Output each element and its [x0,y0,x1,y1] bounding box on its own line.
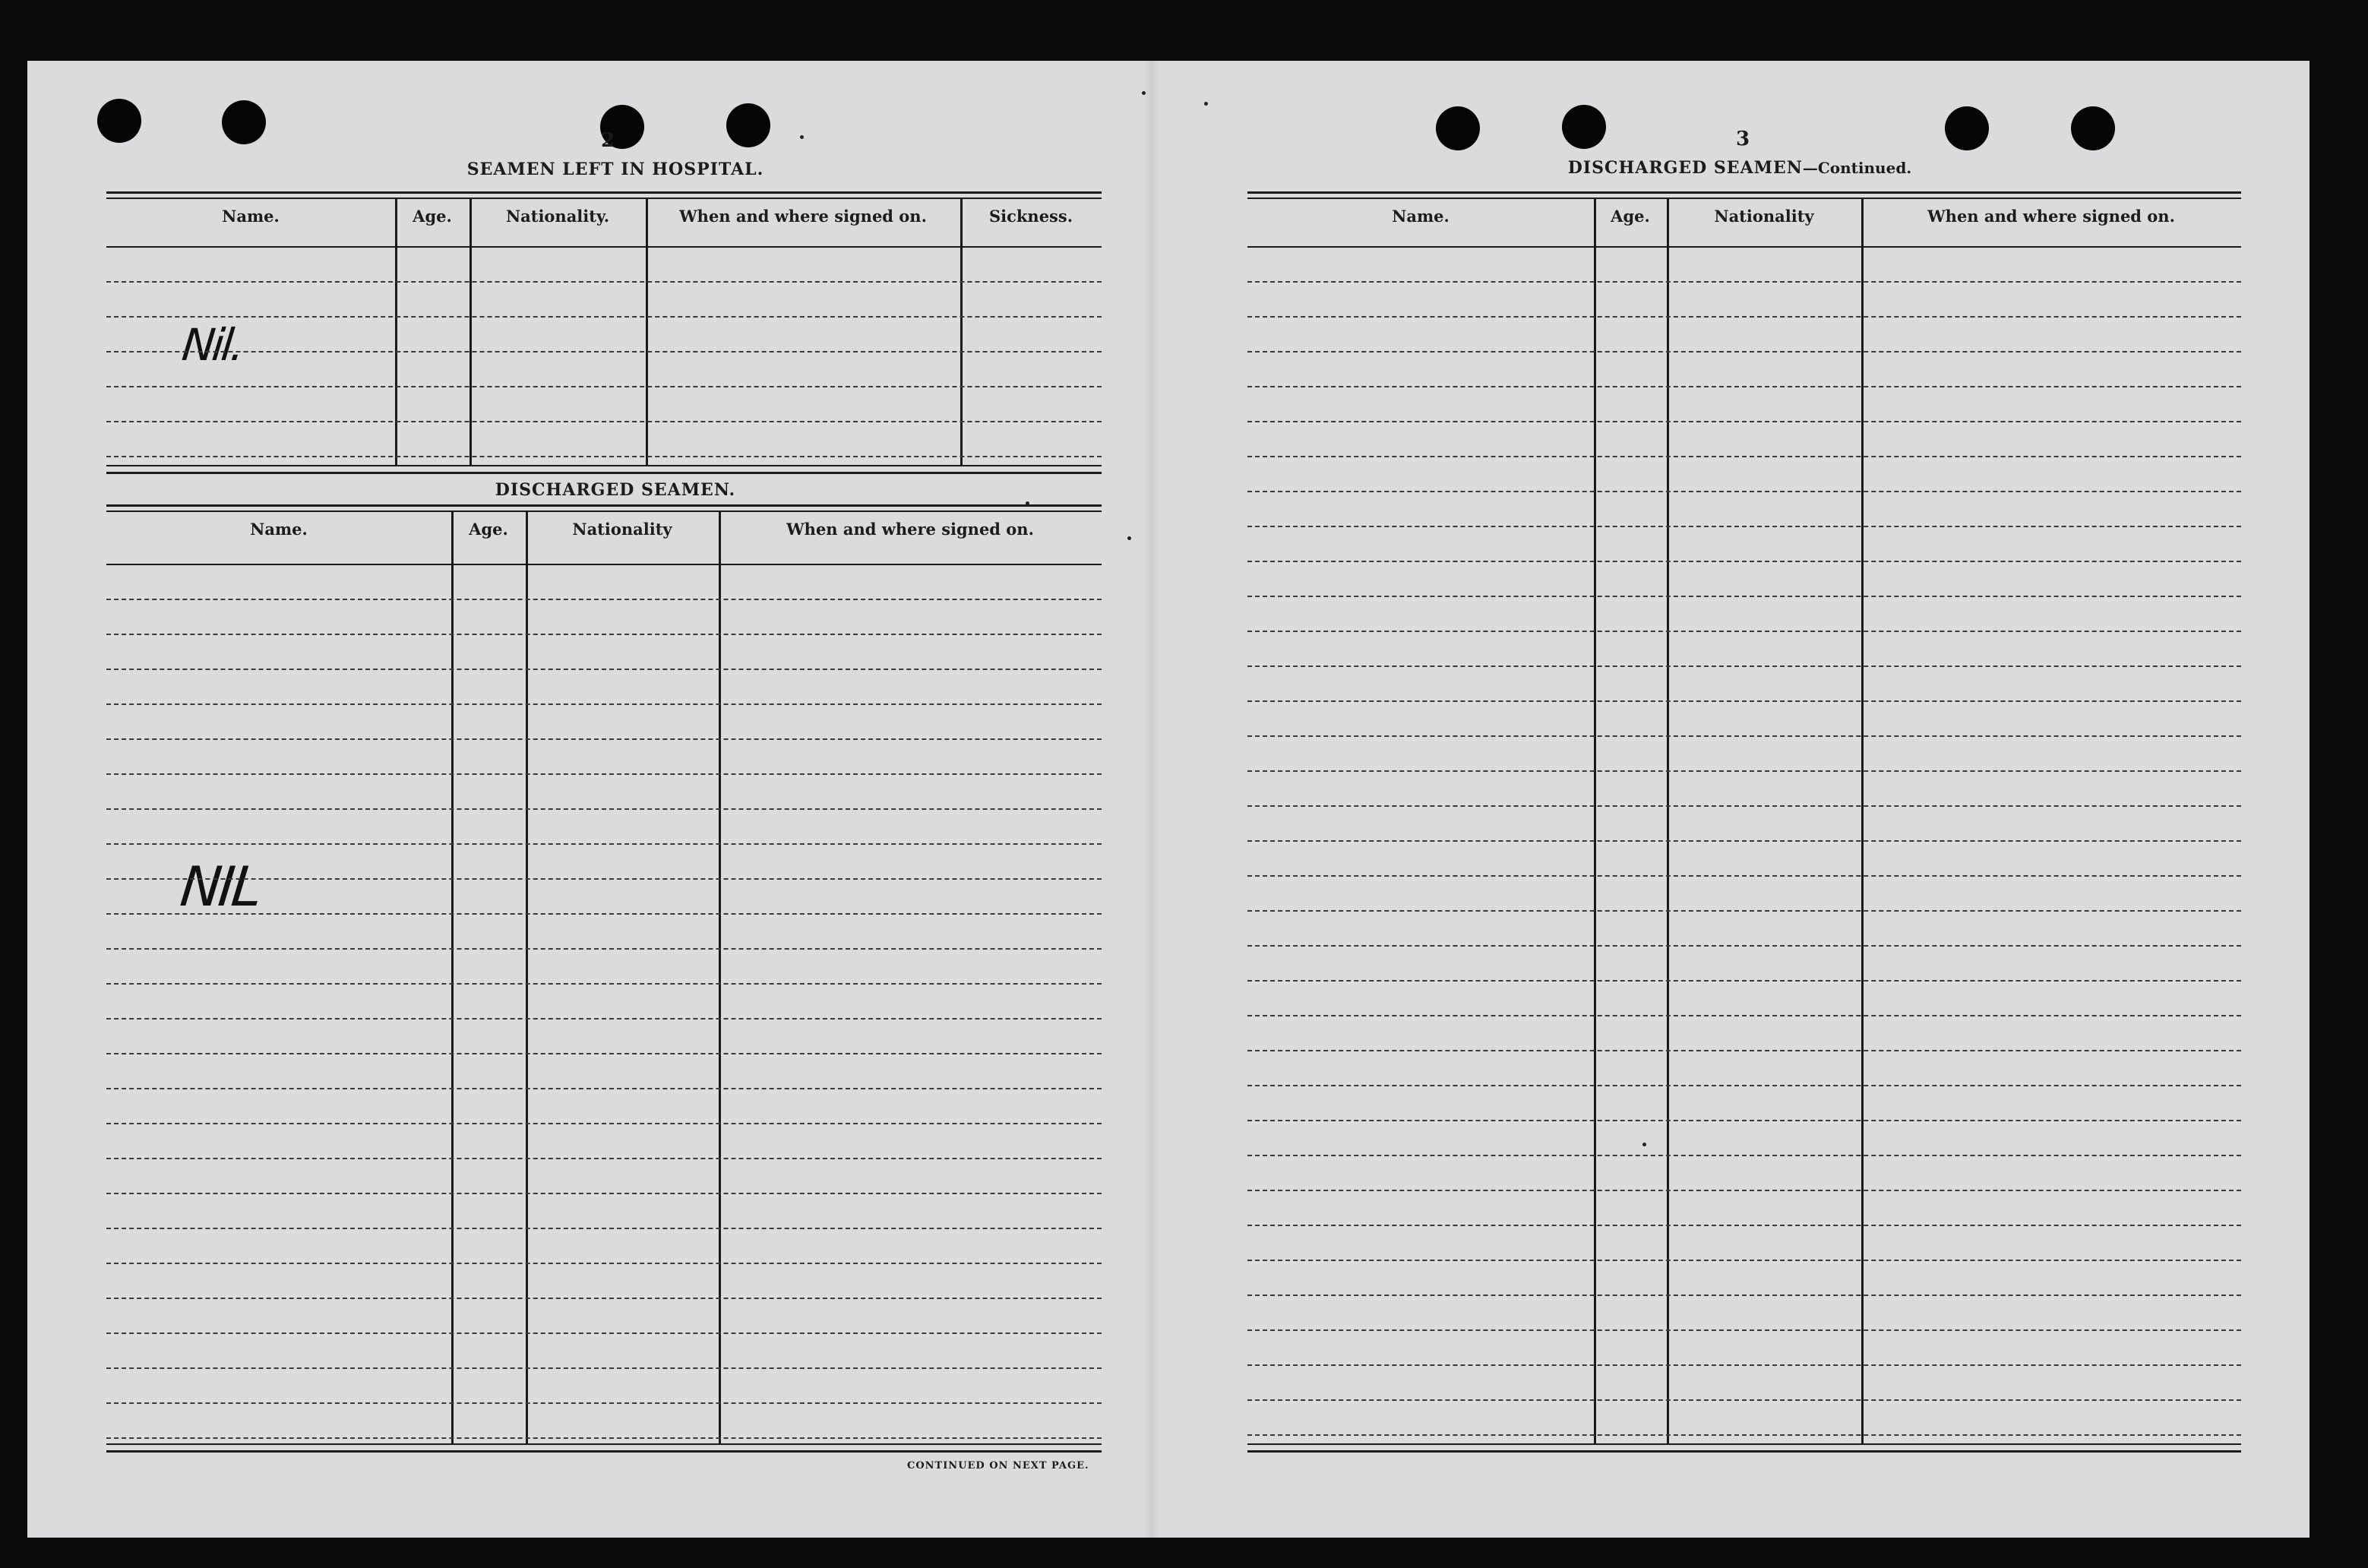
row-rule [1247,700,2241,702]
ink-speck [1142,91,1146,95]
column-header: Sickness. [988,207,1073,226]
row-rule [1247,1085,2241,1086]
page-number: 2 [600,129,615,152]
section-title [1512,158,1968,178]
table-bottom-rule [106,1450,1102,1453]
row-rule [106,1402,1102,1404]
table-top-rule [106,511,1102,512]
row-rule [1247,1190,2241,1191]
column-divider [960,198,963,465]
punch-hole [1945,106,1989,150]
row-rule [106,703,1102,705]
column-divider [719,511,721,1443]
row-rule [1247,1015,2241,1016]
table-bottom-rule [1247,1443,2241,1445]
column-header: Name. [222,207,280,226]
row-rule [1247,875,2241,877]
row-rule [1247,980,2241,982]
row-rule [1247,1399,2241,1401]
row-rule [106,878,1102,880]
column-divider [646,198,648,465]
column-header: Name. [1392,207,1450,226]
row-rule [1247,805,2241,807]
table-bottom-rule [1247,1450,2241,1453]
row-rule [1247,945,2241,947]
ink-speck [1204,102,1208,106]
row-rule [106,669,1102,670]
table-bottom-rule [106,465,1102,466]
row-rule [106,948,1102,950]
row-rule [1247,386,2241,387]
table-bottom-rule [106,472,1102,474]
row-rule [1247,1295,2241,1296]
continued-note: CONTINUED ON NEXT PAGE. [907,1460,1089,1472]
column-divider [1667,198,1669,1443]
punch-hole [97,99,141,143]
header-rule [1247,246,2241,248]
row-rule [106,773,1102,775]
row-rule [106,456,1102,457]
row-rule [106,983,1102,985]
column-header: Age. [1611,207,1650,226]
row-rule [106,1053,1102,1054]
table-top-rule [106,198,1102,199]
header-rule [106,564,1102,565]
section-title-text: DISCHARGED SEAMEN [1567,158,1803,178]
column-divider [526,511,528,1443]
table-top-rule [106,504,1102,507]
row-rule [106,1018,1102,1020]
row-rule [106,1367,1102,1369]
section-title-suffix: —Continued. [1802,159,1912,177]
row-rule [1247,665,2241,667]
column-header: When and where signed on. [786,520,1034,539]
row-rule [106,421,1102,422]
row-rule [1247,421,2241,422]
table-top-rule [106,191,1102,194]
row-rule [1247,351,2241,352]
ink-speck [1642,1143,1646,1146]
punch-hole [1562,105,1606,149]
row-rule [1247,1155,2241,1156]
row-rule [1247,1329,2241,1331]
row-rule [106,843,1102,845]
row-rule [1247,526,2241,527]
table-bottom-rule [106,1443,1102,1445]
row-rule [1247,596,2241,597]
row-rule [106,1158,1102,1159]
row-rule [1247,910,2241,912]
table-top-rule [1247,198,2241,199]
column-header: Nationality. [505,207,610,226]
column-header: Name. [250,520,308,539]
row-rule [1247,1364,2241,1366]
row-rule [106,386,1102,387]
row-rule [1247,456,2241,457]
row-rule [106,1332,1102,1334]
row-rule [106,599,1102,600]
row-rule [106,913,1102,915]
row-rule [106,738,1102,740]
ink-speck [800,135,804,139]
column-header: Nationality [1714,207,1814,226]
row-rule [1247,281,2241,283]
row-rule [106,281,1102,283]
column-header: Age. [413,207,452,226]
column-header: When and where signed on. [1927,207,2175,226]
row-rule [106,1088,1102,1089]
column-header: Nationality [572,520,672,539]
ink-speck [1127,536,1131,540]
row-rule [106,634,1102,635]
row-rule [106,1228,1102,1229]
row-rule [1247,1260,2241,1261]
row-rule [1247,1120,2241,1121]
row-rule [1247,735,2241,737]
row-rule [1247,1225,2241,1226]
row-rule [1247,316,2241,318]
row-rule [106,1123,1102,1124]
page-number: 3 [1735,128,1750,150]
header-rule [106,246,1102,248]
handwritten-entry: Nil. [179,319,245,371]
table-top-rule [1247,191,2241,194]
column-header: Age. [469,520,508,539]
column-divider [395,198,397,465]
column-divider [469,198,472,465]
column-divider [1594,198,1596,1443]
row-rule [1247,1050,2241,1051]
page-fold [1143,61,1161,1538]
row-rule [106,1263,1102,1264]
row-rule [106,808,1102,810]
row-rule [106,1298,1102,1299]
row-rule [106,316,1102,318]
column-divider [451,511,454,1443]
row-rule [1247,631,2241,632]
row-rule [1247,1434,2241,1436]
punch-hole [1436,106,1480,150]
row-rule [106,1193,1102,1194]
row-rule [1247,770,2241,772]
section-title: DISCHARGED SEAMEN. [495,480,736,500]
section-title: SEAMEN LEFT IN HOSPITAL. [466,160,764,179]
row-rule [1247,491,2241,492]
handwritten-entry: NIL [177,855,263,918]
punch-hole [2071,106,2115,150]
row-rule [106,1437,1102,1439]
punch-hole [726,103,770,147]
row-rule [1247,840,2241,842]
row-rule [1247,561,2241,562]
punch-hole [222,100,266,144]
column-header: When and where signed on. [679,207,927,226]
column-divider [1861,198,1864,1443]
row-rule [106,351,1102,352]
